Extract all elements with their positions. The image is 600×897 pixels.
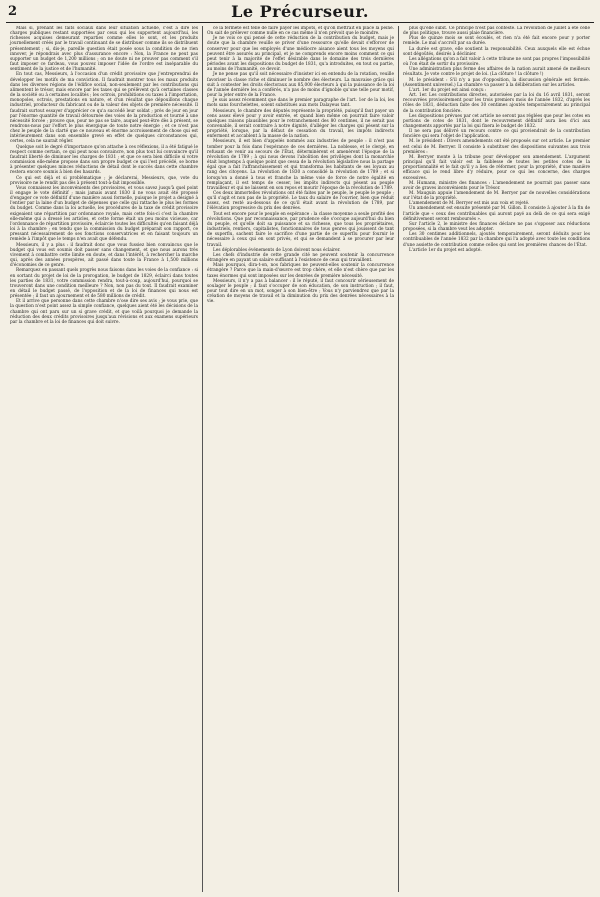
paragraph: Je ne vois ce qui pensé de cette réduction de la contribution du budget, mais je doute que la chambre veuille se priver d'une ressource qu'elle devait s'efforcer de conserver pour que les employés d'une médiocre aisance aient tous les moyens qui peuvent être assurés au principal, et je ne comprends encore moins comment ce qui peut tenir à la majorité de l'effet désirable dans le domaine des trois dernières périodes avant les dispositions du budget de 1831, qu'a introduites, en tout ou partie, au moins de l'humanité, ce devoir. (207, 36, 394, 73)
paragraph: Messieurs, il y a plus : il faudrait donc que vous fussiez bien convaincus que le budget qui vous est soumis doit passer sans changement, et que nous aurons très vivement à combattre cette limite en doute, et dans l'intérêt, à rechercher la marche qui, après des années prospères, ait passé dans toute la France à 1,500 millions d'économies de ce genre. (10, 242, 198, 269)
paragraph: Les 30 centimes additionnels, ajoutés temporairement, seront déduits pour les contribuables de l'année 1832 par la chambre qui l'a adopté avec toute les conditions d'une assiette de contribution comme celles qui sont les premières chances de l'État. (403, 232, 590, 248)
paragraph: Vous connaissez les inconvénients des provisoires, et vous savez jusqu'à quel point il engage le vote définitif ; mais jamais avant 1830 il ne vous avait été proposé d'engager ce vote définitif d'une manière aussi formelle, puisque le projet a désigné à l'entier par la laine d'un budget de dépenses que celle qui rattache le plus les formes du budget. Comme dans la loi actuelle, les procédures de la taxe de crédit provisoire exigeaient une répartition par ordonnance royale, mais cette fois-ci c'est la chambre elle-même qui a dressé les articles, et cette forme était un peu moins vicieuse, car l'ordonnance de répartition provisoire, éclaircie toutes les difficultés qu'en faisant déjà loi à la chambre ; en tendu que la commission du budget préparait son rapport, ce pressant nécessairement de ses fonctions conservatrices et en faisant toujours un remède à l'impôt que le temps n'en avait que défendu. (10, 185, 198, 243)
paragraph: Une administration plus ferme des affaires de la nation aurait amené de meilleurs résultats. Je vote contre le projet de loi. (La clôture ! la clôture !) (403, 67, 590, 78)
paragraph: Je suis assez récemment que dans le premier paragraphe de l'art. 1er de la loi, les mots sans fourchelettes, soient substitués aux mots Dalayeus tant. (207, 98, 394, 109)
article-columns (6, 26, 594, 892)
masthead-title: Le Précurseur. (231, 2, 369, 21)
paragraph: Ces deux immortelles révolutions ont été faites par le peuple, le peuple le peuple ; qu'il s'agit et non pas de la propriété. Le taux du salaire de l'ouvrier, bien que réduit assez, est resté au-dessous de ce qu'il était avant la révolution de 1789, par l'élévation progressive du prix des denrées. (207, 191, 394, 212)
paragraph: M. Humann, ministre des finances : L'amendement ne pourrait pas passer sans avoir de graves inconvénients pour le Trésor. (403, 180, 590, 191)
paragraph: Plus de quinze mois se sont écoulés, et rien n'a été fait encore pour y porter remède. Le mal s'accroît par sa durée. (403, 36, 590, 47)
paragraph: Et il arrive que personne dans cette chambre n'ose dire ses avis ; je vous prie, que la question n'est point assez la simple confiance, quelques aient été les décisions de la chambre qui ont paru sur un si grave crédit, et que voilà pourquoi je demande la réduction des deux crédits provisoires jusqu'aux révisions et aux examens supérieurs par la chambre et la loi de finances qui doit suivre. (10, 299, 198, 325)
paragraph: Messieurs, il est bien d'appelés nommés aux industries de peuple : il n'est pas tomber pour la fois dans l'espérance de ces dernières. La noblesse, et le clergé, en refusant de venir au secours de l'État, déterminèrent et amenèrent l'époque de la révolution de 1789 ; à qui nous devons l'abolition des privilèges dont la monarchie était longtemps à quelque point que cessa de la révolution législative nous la partage égal que a fait l'affranchissement et qui transforma les habitants de ses loyaux au rang des citoyens. La révolution de 1830 a consolidé la révolution de 1789 ; et si lorsqu'on a donné à tous et franche la même voie de force de notre égalité en remplaçant, il est temps de cesser, les impôts indirects qui pèsent au peuple travailleur et qui ne laissent en son repos et mourir l'époque de la révolution de 1789. (207, 139, 394, 191)
paragraph: Mais si, prenant les faits sociaux dans leur situation actuelle, c'est à dire les charges publiques restant supportées par ceux qui les supportent aujourd'hui, les richesses acquises demeurant reparties comme elles le sont, et les produits journellement créés par le travail continuant de se distribuer comme ils se distribuent présentement ; si, dis-je, pareille question était posée sous la condition de ne rien innover, je répondrais avec plus d'assurance encore : Non, la France ne peut pas supporter un budget de 1,200 millions ; on ne doute ni ne prouver pas comment s'il faut imposer ce fardeau, vous pouvez imposer l'idée de l'ordre est inséparable du sentiment de la justice et de l'humanité. (10, 26, 198, 73)
paragraph: Ce qui est déjà et si problématique ; je déclarerai, Messieurs, que, vote du provisoire ne le rendit pas dès à présent tout-à-fait impossible. (10, 175, 198, 186)
paragraph: Un amendement est ensuite présenté par M. Gillon. Il consiste à ajouter à la fin de l'article que « ceux des contribuables qui auront payé au delà de ce qui sera exigé définitivement seront remboursés ». (403, 206, 590, 222)
column-2 (202, 26, 398, 892)
paragraph: M. le président : Divers amendements ont été proposés sur cet article. Le premier est celui de M. Berryer. Il consiste à substituer des dispositions suivantes aux trois premières : (403, 139, 590, 155)
paragraph: Messieurs, il n'y a pas à balancer : il le réputé, il faut concourir sérieusement de soulager le peuple ; il faut s'occuper de son éducation, de son instruction ; il faut, pour tout dire en un mot, songer à son bien-être ; Vous n'y parviendrez que par la création de moyens de travail et la diminution du prix des denrées nécessaires à la vie. (207, 278, 394, 305)
paragraph: ce la fermeté est telle de faire payer les impôts, et qu'on mettrait en place la peine. On sait de prélever comme nulle en ce cas même il n'en prévoit que le moindre. (207, 26, 394, 37)
paragraph: Les dispositions prévues par cet article ne seront pas réglées que pour les cotes en portions de cotes de 1831, dont le recouvrement définitif aura lieu d'ici aux changements apportés par la loi qui fixera le budget de 1832. (403, 113, 590, 129)
paragraph: En tout cas, Messieurs, à l'occasion d'un crédit provisoire que j'entreprendrai de développer les motifs de ma conviction. Il faudrait montrer tous les maux produits dans les diverses régions de l'édifice social, non-seulement par les contributions qui alimentent le trésor, mais encore par les taxes qui se prélèvent qu'à certaines classes de la société ou à certaines localités ; les octrois, prohibitions ou taxes à l'importation, monopoles, octrois, prestations en nature, et d'un résultat que dépouillons chaque industriel, producteur du fabricant ou de la valeur des objets de première nécessité. Il faudrait surtout essayer d'apprécier ce qu'a succédé leur soldat ; près de jour en jour par l'énorme quantité de travail détournée des voies de la production et tourné à une nécessité forcée ; prouve que, pour ne pas se taire, auquel peut-être dès à présent, se rendrons-nous par l'effort le plus énergique de toute notre énergie ; et ce n'est pas chez le peuple de la clarté que ce nouveau et énorme accroissement de chose qui est intérieurement dans son ensemble grevé en effet de quelques circonstances qui, certes, cela ne saurait régler. (10, 72, 198, 145)
paragraph: La durée est grave, elle soutient la responsabilité. Ceux auxquels elle est échue sont dégoûtés, désirés à déclinier. (403, 46, 590, 57)
paragraph: plus qu'elle subit. Ce principe n'est pas contesté. La révolution de juillet a été celle de plus politique, trouve aussi plaie financière. (403, 26, 590, 37)
paragraph: Art. 1er. Les contributions directes, autorisées par la loi du 16 avril 1831, seront recouvrées provisoirement pour les trois premiers mois de l'année 1832, d'après les rôles de 1831, déduction faite des 30 centimes ajoutés temporairement au principal de la contribution foncière. (403, 93, 590, 114)
paragraph: L'article 1er du projet est adopté. (409, 247, 482, 253)
paragraph: Tout est encore pour le peuple en espérance : la classe moyenne a seule profité des révolutions. Que par reconnaissance, par prudence elle s'occupe aujourd'hui du bien du peuple, et qu'elle doit sa puissance et sa richesse, que tous les propriétaires, industriels, rentiers, capitalistes, fonctionnaires de tous genres qui jouissent de tant de superflu, sachent faire le sacrifice d'une partie de ce superflu pour fournir le nécessaire à ceux qui en sont privés, et qui se demandent à se procurer par leur travail. (207, 211, 394, 248)
paragraph: Quelque soit le degré d'importance qu'on attache à ces réflexions, il a été fatigué le respect comme certain, ce qui peut nous convaincre, non plus tout lui convaincre qu'il faudrait liberté de diminuer les charges de 1831 ; et que ce sera bien difficile si votre commission elle-même propose dans son propre budget ce qui l'est précédé, se borne à présenter quelques minces réductions de détail dont le succès dans cette chambre restera encore soumis à bien des hasards. (10, 144, 198, 176)
paragraph: Les allégations qu'on a fait valoir à cette tribune ne sont pas propres l'impossibilité où l'on était de sortir du provisoire. (403, 56, 590, 68)
paragraph: Il ne sera pas délivré un recours contre ce qui proviendrait de la contribution foncière qui sera l'objet de l'application. (403, 129, 590, 140)
paragraph: Sur l'article 2, le ministre des finances déclare ne pas s'opposer aux réductions proposées, si la chambre veut les adopter. (403, 221, 590, 233)
paragraph: L'art. 1er du projet est ainsi conçu : (409, 87, 487, 93)
page-number: 2 (8, 4, 18, 19)
paragraph: M. le président : S'il n'y a pas d'opposition, la discussion générale est fermée. (Assentiment universel.) La chambre va passer à la délibération sur les articles. (403, 77, 590, 88)
paragraph: M. Mauguin appuie l'amendement de M. Berryer par de nouvelles considérations sur l'état de la propriété. (403, 191, 590, 202)
paragraph: Les chefs d'industrie de cette grande cité ne peuvent soutenir la concurrence étrangère en payant un salaire suffisant à l'existence de ceux qui travaillent. (207, 252, 394, 264)
paragraph: Mais pourquoi, dira-t-on, nos fabriques ne peuvent-elles soutenir la concurrence étrangère ? Parce que la main-d'œuvre est trop chère, et elle n'est chère que par les taxes énormes qui sont imposées sur les denrées de première nécessité. (207, 263, 394, 279)
paragraph: Les déplorables événements de Lyon doivent nous éclairer. (213, 247, 341, 253)
paragraph: Messieurs, le chambre des députés représente la propriété, puisqu'il faut payer un cens assez élevé pour y avoir entrée, et quand bien même on pourrait faire valoir quelques raisons plausibles pour le retranchement des 80 centimes, il ne serait pas convenable, il serait contraire à notre dignité, d'alléger les charges qui pèsent sur la propriété, lorsque, par la défaut de cessation du travail, les impôts indirects enferment et accablent à la masse de la nation. (207, 108, 394, 140)
page-header (6, 2, 594, 23)
column-1 (6, 26, 202, 892)
paragraph: Remarquez en passant quels progrès nous faisons dans les voies de la confiance : si en sortant du projet de loi de la prorogation, le budget de 1829, éclairci dans toutes les parties de 1831, votre commission rendra, tout-à-coup, aujourd'hui, pourquoi se trouveront dans une condition meilleure ? Non, non pas du tout. Il faudrait examiner en détail le budget passé, de l'opposition et de la loi de finances qui nous est présentée ; il faut un ajournement et de 580 millions de crédit. (10, 268, 198, 300)
column-3 (398, 26, 594, 892)
paragraph: M. Berryer monte à la tribune pour développer son amendement. L'argument principal qu'il fait valoir est la faiblesse de toutes les petites cotes de la proportionnalité et le fait qu'il y a lieu de réformer, pour la propriété, d'une manière efficace qui le rend libre d'y réduire, pour ce qui les concerne, des charges excessives. (403, 154, 590, 181)
paragraph: L'amendement de M. Berryer est mis aux voix et rejeté. (409, 201, 530, 207)
paragraph: Je ne pense pas qu'il soit nécessaire d'insister ici en entendu de la rotation, veuille favoriser la classe riche et diminuer le nombre des électeurs. La mauvaise grâce qui suit à contester les droits électoraux aux 85,000 électeurs à qui la puissance de la loi de l'année dernière les a conférés, n'a pas de moins d'ignoble qu'une telle pour motif, pour la jeter entre de la France. (207, 72, 394, 99)
